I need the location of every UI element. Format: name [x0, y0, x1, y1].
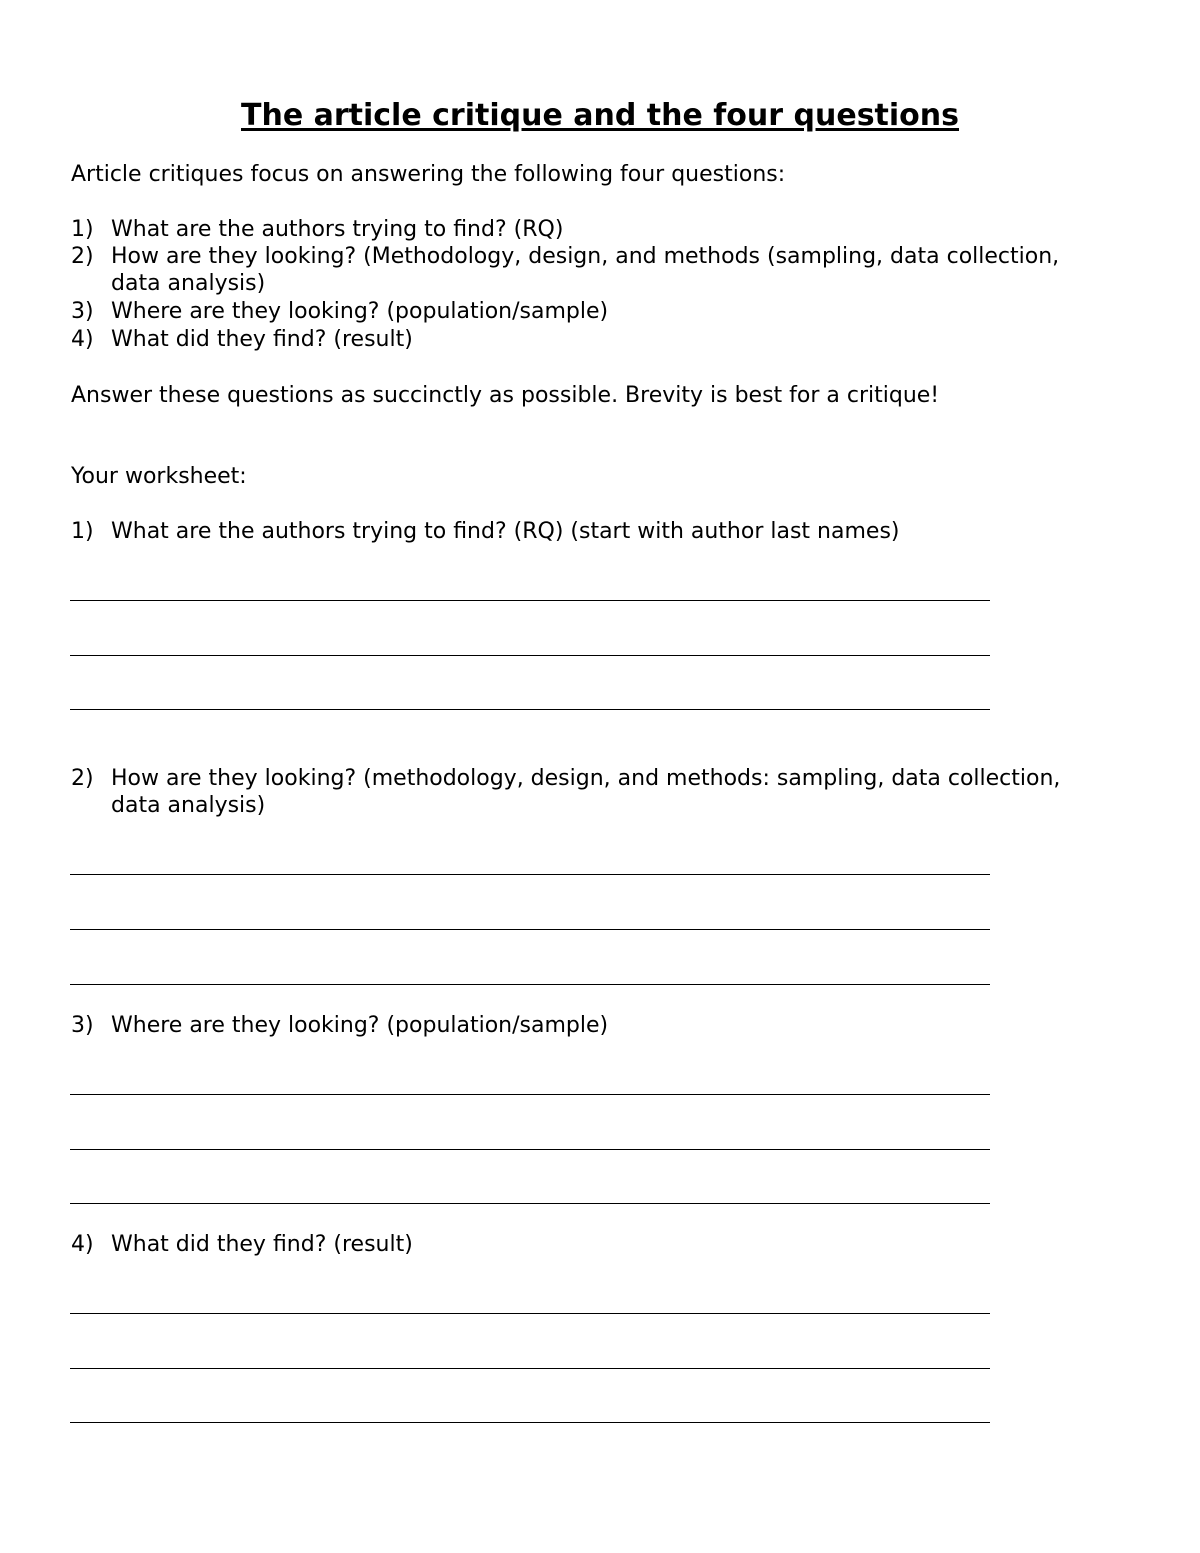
answer-line[interactable] — [70, 874, 990, 875]
answer-line[interactable] — [70, 984, 990, 985]
answer-line[interactable] — [70, 1094, 990, 1095]
question-text: What did they find? (result) — [111, 1232, 413, 1257]
answer-line[interactable] — [70, 1203, 990, 1204]
intro-text: Article critiques focus on answering the following four questions: — [71, 162, 786, 187]
question-number: 4) — [71, 1232, 94, 1257]
answer-line[interactable] — [70, 1149, 990, 1150]
answer-line[interactable] — [70, 1313, 990, 1314]
question-number: 2) — [71, 766, 94, 791]
question-text: How are they looking? (methodology, design, and methods: sampling, data collection, — [111, 766, 1061, 791]
instruction-text: Answer these questions as succinctly as possible. Brevity is best for a critique! — [71, 383, 940, 408]
question-text: What are the authors trying to find? (RQ) (start with author last names) — [111, 519, 900, 544]
item-text: Where are they looking? (population/sample) — [111, 299, 609, 324]
page-title: The article critique and the four questions — [241, 98, 959, 133]
answer-line[interactable] — [70, 600, 990, 601]
item-text: How are they looking? (Methodology, design, and methods (sampling, data collection, — [111, 244, 1060, 269]
answer-line[interactable] — [70, 709, 990, 710]
question-text-continued: data analysis) — [111, 793, 266, 818]
question-number: 1) — [71, 519, 94, 544]
question-text: Where are they looking? (population/sample) — [111, 1013, 609, 1038]
answer-line[interactable] — [70, 929, 990, 930]
item-number: 4) — [71, 327, 94, 352]
answer-line[interactable] — [70, 1368, 990, 1369]
item-text: What did they find? (result) — [111, 327, 413, 352]
item-number: 3) — [71, 299, 94, 324]
answer-line[interactable] — [70, 1422, 990, 1423]
item-number: 1) — [71, 217, 94, 242]
question-number: 3) — [71, 1013, 94, 1038]
item-number: 2) — [71, 244, 94, 269]
item-text: What are the authors trying to find? (RQ) — [111, 217, 564, 242]
item-text-continued: data analysis) — [111, 271, 266, 296]
answer-line[interactable] — [70, 655, 990, 656]
worksheet-heading: Your worksheet: — [71, 464, 247, 489]
